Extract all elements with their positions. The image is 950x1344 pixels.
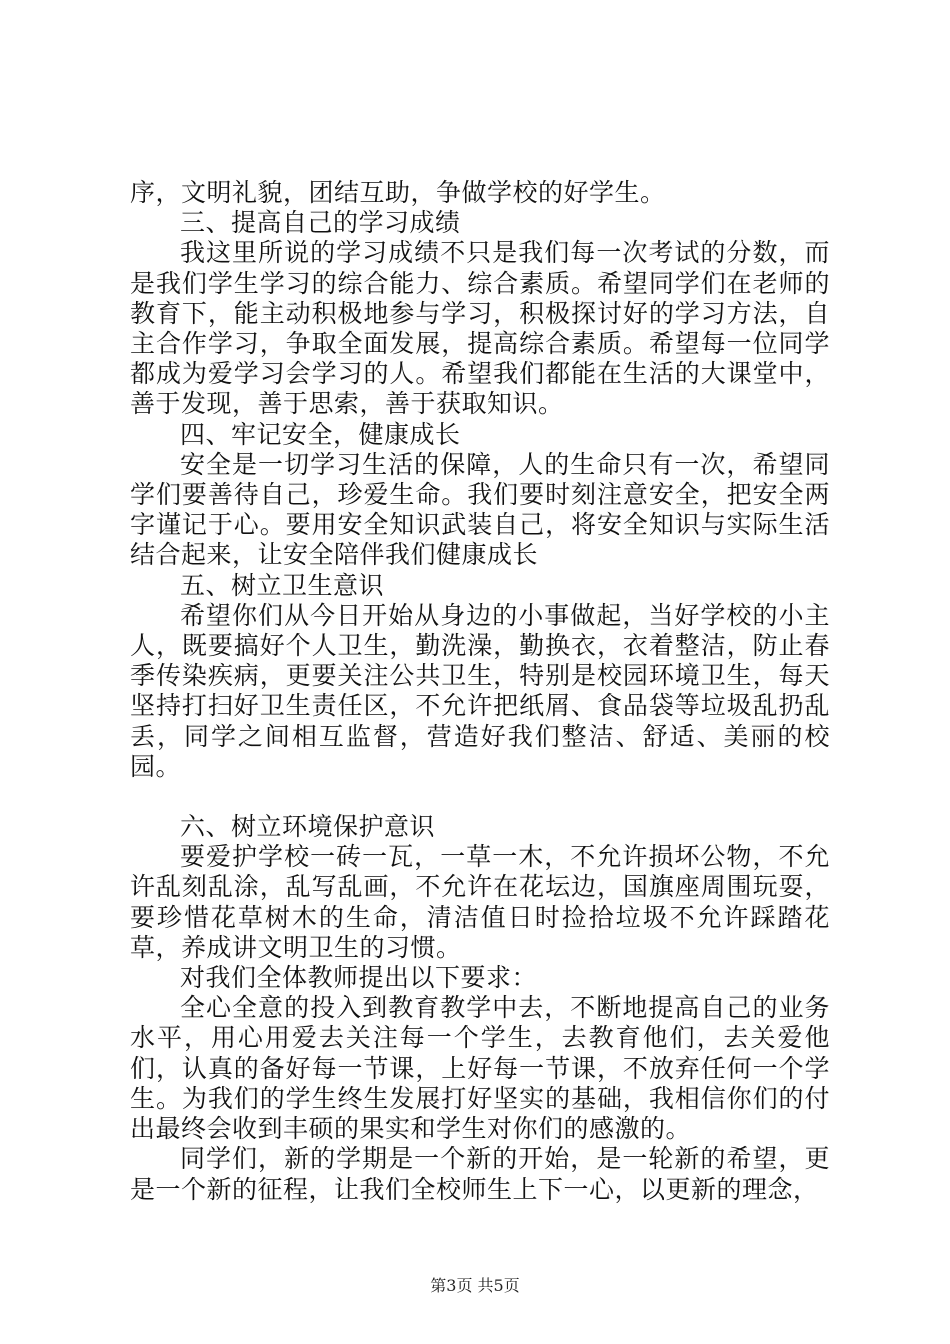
paragraph-teachers: 全心全意的投入到教育教学中去，不断地提高自己的业务水平，用心用爱去关注每一个学生，去教育他们，去关爱他们，认真的备好每一节课，上好每一节课，不放弃任何一个学生。为我们的学生终生发展打好坚实的基础，我相信你们的付出最终会收到丰硕的果实和学生对你们的感激的。: [130, 993, 830, 1144]
page-number-footer: 第3页 共5页: [430, 1276, 520, 1295]
paragraph-hygiene: 希望你们从今日开始从身边的小事做起，当好学校的小主人，既要搞好个人卫生，勤洗澡，勤换衣，衣着整洁，防止春季传染疾病，更要关注公共卫生，特别是校园环境卫生，每天坚持打扫好卫生责任区，不允许把纸屑、食品袋等垃圾乱扔乱丢，同学之间相互监督，营造好我们整洁、舒适、美丽的校园。: [130, 600, 830, 781]
section-heading-3: 三、提高自己的学习成绩: [180, 208, 461, 238]
paragraph-closing: 同学们，新的学期是一个新的开始，是一轮新的希望，更是一个新的征程，让我们全校师生上下一心，以更新的理念，: [130, 1144, 830, 1204]
paragraph-study: 我这里所说的学习成绩不只是我们每一次考试的分数，而是我们学生学习的综合能力、综合素质。希望同学们在老师的教育下，能主动积极地参与学习，积极探讨好的学习方法，自主合作学习，争取全面发展，提高综合素质。希望每一位同学都成为爱学习会学习的人。希望我们都能在生活的大课堂中，善于发现，善于思索，善于获取知识。: [130, 238, 830, 419]
section-heading-4: 四、牢记安全，健康成长: [180, 419, 461, 449]
paragraph-environment: 要爱护学校一砖一瓦，一草一木，不允许损坏公物，不允许乱刻乱涂，乱写乱画，不允许在花坛边，国旗座周围玩耍，要珍惜花草树木的生命，清洁值日时捡拾垃圾不允许踩踏花草，养成讲文明卫生的习惯。: [130, 842, 830, 962]
paragraph-safety: 安全是一切学习生活的保障，人的生命只有一次，希望同学们要善待自己，珍爱生命。我们要时刻注意安全，把安全两字谨记于心。要用安全知识武装自己，将安全知识与实际生活结合起来，让安全陪伴我们健康成长: [130, 449, 830, 570]
paragraph-continuation: 序，文明礼貌，团结互助，争做学校的好学生。: [130, 178, 666, 207]
document-body: [130, 178, 830, 1205]
section-heading-6: 六、树立环境保护意识: [180, 812, 436, 842]
section-heading-5: 五、树立卫生意识: [180, 570, 385, 600]
paragraph-teacher-intro: 对我们全体教师提出以下要求：: [180, 963, 538, 993]
